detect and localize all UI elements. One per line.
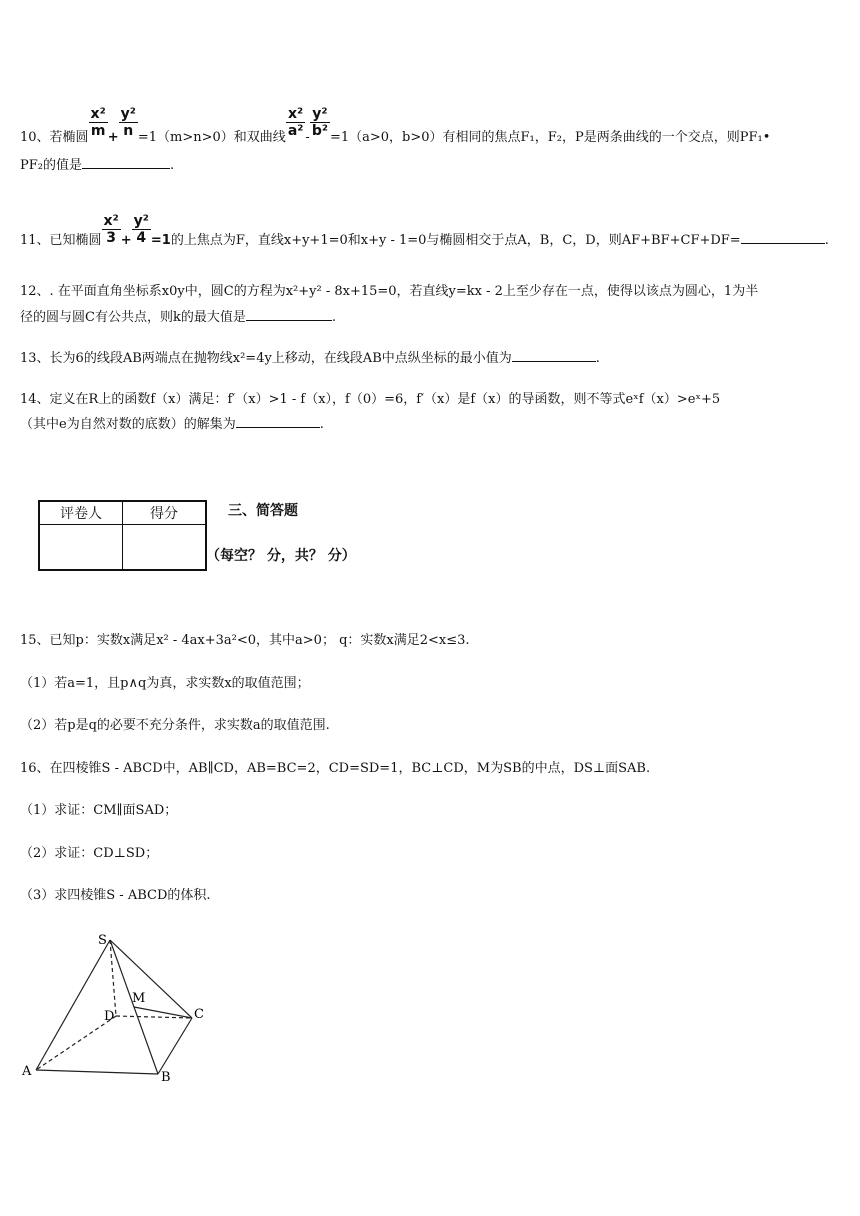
pyramid-figure bbox=[18, 930, 208, 1085]
ellipse11-fraction-x: $\frac{\text{x²}}{3}$ bbox=[103, 213, 119, 246]
question-11: 11、已知椭圆 $\frac{\text{x²}}{3}$ + $\frac{\text{y²}}{4}$ =1的上焦点为F，直线x+y+1=0和x+y - 1=0与椭圆相交于点A，B，C，D，则AF+BF+CF+DF= . bbox=[20, 213, 829, 248]
question-16-part-3: （3）求四棱锥S - ABCD的体积. bbox=[20, 888, 211, 903]
answer-blank-11[interactable] bbox=[741, 229, 825, 244]
edge-SD bbox=[110, 940, 116, 1016]
answer-blank-13[interactable] bbox=[512, 347, 596, 362]
edge-AB bbox=[36, 1070, 158, 1074]
question-12-line-1: 12、. 在平面直角坐标系x0y中，圆C的方程为x²+y² - 8x+15=0，若直线y=kx - 2上至少存在一点，使得以该点为圆心，1为半 bbox=[20, 284, 759, 299]
score-table bbox=[38, 500, 207, 571]
label-A: A bbox=[22, 1064, 32, 1079]
answer-blank-14[interactable] bbox=[236, 413, 320, 428]
edge-SA bbox=[36, 940, 110, 1070]
question-10-line-1: 10、若椭圆 $\frac{\text{x²}}{m}$ + $\frac{\text{y²}}{n}$ =1（m>n>0）和双曲线 $\frac{\text{x²}}{\text{a²}}$ - $\frac{\text{y²}}{\text{b²}}$ =1（a>0，b>0）有相同的焦点F₁，F₂，P是两条曲线的一个交点，则PF₁• bbox=[20, 106, 771, 145]
section-title: 三、简答题 bbox=[228, 503, 298, 519]
ellipse11-fraction-y: $\frac{\text{y²}}{4}$ bbox=[133, 213, 149, 246]
edge-BC bbox=[158, 1018, 192, 1074]
hyperbola-fraction-x: $\frac{\text{x²}}{\text{a²}}$ bbox=[287, 106, 304, 139]
question-15-stem: 15、已知p：实数x满足x² - 4ax+3a²<0，其中a>0； q：实数x满足2<x≤3. bbox=[20, 633, 470, 648]
question-13: 13、长为6的线段AB两端点在抛物线x²=4y上移动，在线段AB中点纵坐标的最小值为 . bbox=[20, 347, 600, 368]
ellipse-fraction-x: $\frac{\text{x²}}{m}$ bbox=[90, 106, 106, 139]
answer-blank-10[interactable] bbox=[82, 154, 170, 169]
question-16-part-1: （1）求证：CM∥面SAD； bbox=[20, 803, 178, 818]
question-16-part-2: （2）求证：CD⊥SD； bbox=[20, 846, 159, 861]
label-M: M bbox=[132, 991, 146, 1006]
label-D: D bbox=[104, 1009, 115, 1024]
question-12-line-2: 径的圆与圆C有公共点，则k的最大值是 . bbox=[20, 306, 336, 327]
edge-DA bbox=[36, 1016, 116, 1070]
edge-SC bbox=[110, 940, 192, 1018]
ellipse-fraction-y: $\frac{\text{y²}}{n}$ bbox=[120, 106, 136, 139]
score-header: 得分 bbox=[123, 501, 207, 525]
answer-blank-12[interactable] bbox=[246, 306, 332, 321]
section-note: （每空？ 分，共？ 分） bbox=[206, 548, 356, 564]
question-14-line-1: 14、定义在R上的函数f（x）满足：f′（x）>1 - f（x），f（0）=6，f′（x）是f（x）的导函数，则不等式eˣf（x）>eˣ+5 bbox=[20, 392, 721, 407]
question-15-part-1: （1）若a=1，且p∧q为真，求实数x的取值范围； bbox=[20, 676, 310, 691]
question-10-line-2: PF₂的值是 . bbox=[20, 154, 174, 175]
label-S: S bbox=[98, 933, 107, 948]
grader-header: 评卷人 bbox=[39, 501, 123, 525]
label-C: C bbox=[194, 1007, 204, 1022]
segment-MC bbox=[134, 1007, 192, 1018]
question-16-stem: 16、在四棱锥S - ABCD中，AB∥CD，AB=BC=2，CD=SD=1，BC⊥CD，M为SB的中点，DS⊥面SAB. bbox=[20, 761, 651, 776]
label-B: B bbox=[161, 1070, 171, 1085]
q10-prefix: 10、若椭圆 bbox=[20, 130, 89, 145]
question-15-part-2: （2）若p是q的必要不充分条件，求实数a的取值范围. bbox=[20, 718, 330, 733]
hyperbola-fraction-y: $\frac{\text{y²}}{\text{b²}}$ bbox=[311, 106, 328, 139]
grader-cell[interactable] bbox=[39, 525, 123, 571]
score-cell[interactable] bbox=[123, 525, 207, 571]
question-14-line-2: （其中e为自然对数的底数）的解集为 . bbox=[20, 413, 324, 434]
